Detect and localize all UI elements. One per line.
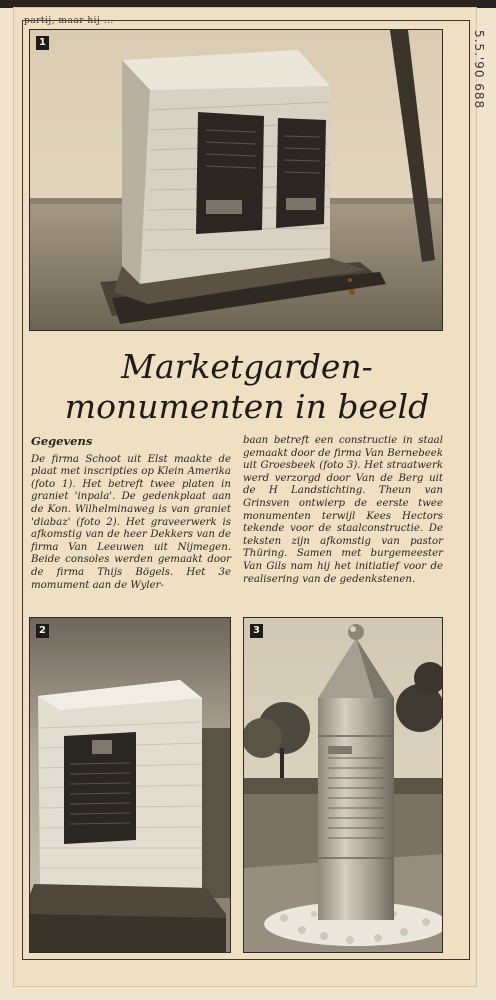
article-column-2 (243, 435, 443, 586)
photo-1 (29, 29, 443, 331)
column-2-text: baan betreft een constructie in staal gemaakt door de firma Van Bernebeek uit Groesbeek (foto 3). Het straatwerk werd verzorgd door Van de Berg uit de H Landstichting. Theun van Grinsven ontwierp de eerste twee monumenten terwijl Kees Hectors tekende voor de staalconstructie. De teksten zijn afkomstig van pastor Thüring. Samen met burgemeester Van Gils nam hij het initiatief voor de realisering van de gedenkstenen. (243, 435, 443, 585)
photo-2-image (30, 618, 230, 952)
headline (37, 347, 457, 427)
handwritten-note-text: 5.5.'90 688 (472, 30, 486, 110)
scan-edge (0, 0, 496, 8)
headline-line-1: Marketgarden- (121, 347, 373, 386)
article-frame (22, 20, 470, 960)
handwritten-archive-note (456, 30, 486, 150)
photo-2 (29, 617, 231, 953)
subheading: Gegevens (31, 434, 93, 448)
photo-3-number: 3 (250, 624, 263, 638)
newspaper-clipping (14, 8, 476, 986)
photo-1-image (30, 30, 442, 330)
headline-line-2: monumenten in beeld (64, 387, 430, 426)
photo-2-number: 2 (36, 624, 49, 638)
column-1-text: De firma Schoot uit Elst maakte de plaat met inscripties op Klein Amerika (foto 1). Het betreft twee platen in graniet 'inpala'. De gedenkplaat aan de Kon. Wilhelminaweg is van graniet 'diabaz' (foto 2). Het graveerwerk is afkomstig van de heer Dekkers van de firma Van Leeuwen uit Nijmegen. Beide consoles werden gemaakt door de firma Thijs Bögels. Het 3e momument aan de Wyler- (31, 453, 231, 591)
photo-3 (243, 617, 443, 953)
article-column-1 (31, 435, 231, 592)
photo-1-number: 1 (36, 36, 49, 50)
photo-3-image (244, 618, 442, 952)
cut-off-text: partij, maar hij ... (24, 16, 114, 26)
